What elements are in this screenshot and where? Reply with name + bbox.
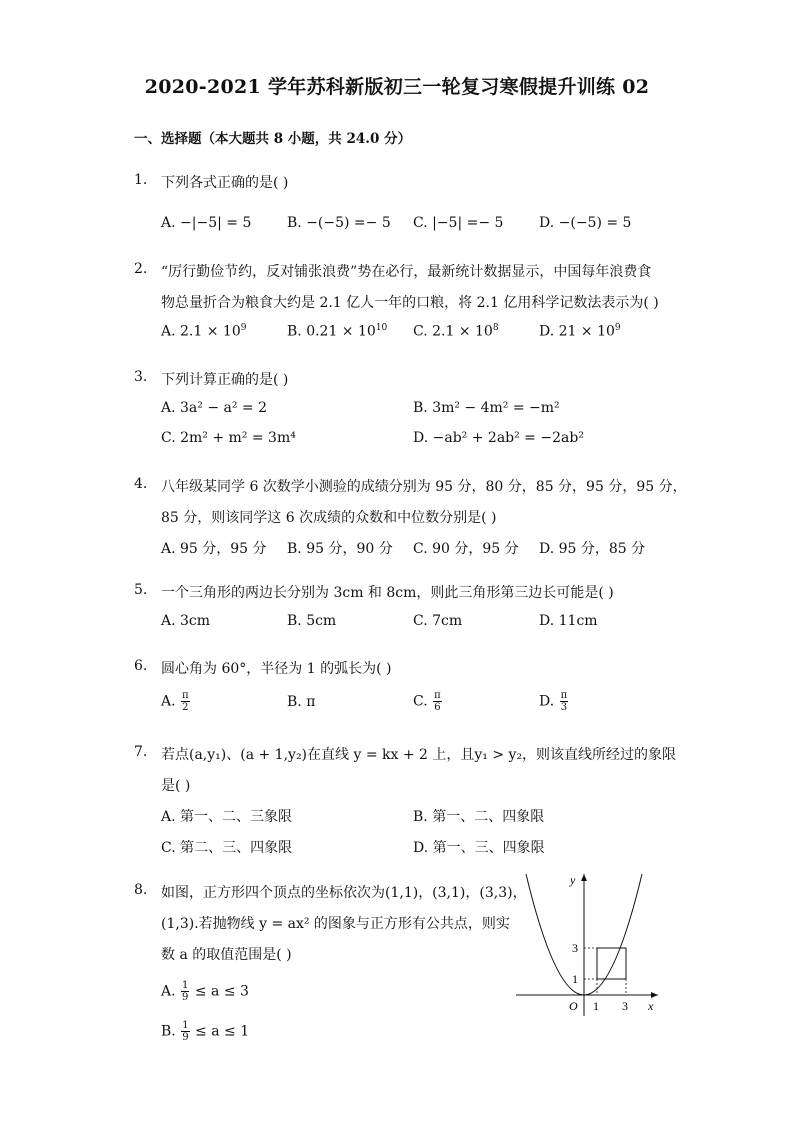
y-axis-arrow — [581, 874, 587, 881]
option-text: C. 2.1 × 10 — [413, 323, 493, 340]
question-stem: 下列计算正确的是( ) — [161, 372, 289, 388]
exponent: 9 — [240, 323, 247, 333]
numerator: π — [560, 690, 568, 701]
option-letter: A. — [161, 983, 176, 1000]
option-c: C. 7cm — [413, 613, 463, 629]
numerator: 1 — [182, 1020, 189, 1031]
numerator: π — [182, 690, 189, 701]
option-c — [413, 690, 443, 713]
exponent: 10 — [375, 323, 388, 333]
option-b: B. −(−5) =− 5 — [287, 215, 391, 231]
x-axis-label: x — [648, 999, 654, 1013]
question-stem-line: 八年级某同学 6 次数学小测验的成绩分别为 95 分，80 分，85 分，95 分，95 分， — [161, 479, 687, 495]
parabola-square-figure — [512, 868, 662, 1018]
option-d — [539, 323, 621, 340]
question-stem-line: (1,3).若抛物线 y = ax² 的图象与正方形有公共点，则实 — [161, 916, 510, 932]
question-stem: 圆心角为 60°，半径为 1 的弧长为( ) — [161, 661, 392, 677]
denominator: 9 — [182, 1032, 189, 1043]
exponent: 9 — [614, 323, 621, 333]
option-c — [413, 323, 499, 340]
question-stem-line: 若点(a,y₁)、(a + 1,y₂)在直线 y = kx + 2 上，且y₁ > y₂，则该直线所经过的象限 — [161, 747, 677, 763]
fraction — [181, 980, 189, 1003]
section-heading: 一、选择题（本大题共 8 小题，共 24.0 分） — [134, 131, 412, 147]
option-d: D. 95 分，85 分 — [539, 541, 646, 557]
question-number: 2. — [134, 261, 148, 277]
y-axis-label: y — [570, 873, 576, 887]
option-b: B. 3m² − 4m² = −m² — [413, 400, 560, 416]
option-c: C. 90 分，95 分 — [413, 541, 519, 557]
option-b: B. 5cm — [287, 613, 337, 629]
y-tick-1: 1 — [572, 972, 578, 986]
option-text: ≤ a ≤ 1 — [195, 1023, 250, 1040]
question-stem-line: 如图，正方形四个顶点的坐标依次为(1,1)，(3,1)，(3,3)， — [161, 885, 527, 901]
option-b: B. 95 分，90 分 — [287, 541, 393, 557]
fraction — [433, 690, 442, 713]
origin-label: O — [569, 999, 578, 1013]
question-stem-line: 物总量折合为粮食大约是 2.1 亿人一年的口粮，将 2.1 亿用科学记数法表示为( ) — [161, 295, 659, 311]
option-d: D. 11cm — [539, 613, 598, 629]
x-tick-3: 3 — [622, 999, 628, 1013]
option-b — [161, 1020, 249, 1043]
question-stem: 一个三角形的两边长分别为 3cm 和 8cm，则此三角形第三边长可能是( ) — [161, 585, 614, 601]
question-stem-line: 数 a 的取值范围是( ) — [161, 947, 292, 963]
option-b — [287, 323, 387, 340]
question-stem-line: 85 分，则该同学这 6 次成绩的众数和中位数分别是( ) — [161, 510, 497, 526]
denominator: 6 — [434, 702, 441, 713]
option-letter: A. — [161, 693, 176, 710]
option-d: D. 第一、三、四象限 — [413, 840, 545, 856]
option-d — [539, 690, 569, 713]
option-letter: D. — [539, 693, 555, 710]
option-a: A. 3cm — [161, 613, 211, 629]
x-axis-arrow — [651, 992, 658, 998]
numerator: π — [434, 690, 441, 701]
option-d: D. −ab² + 2ab² = −2ab² — [413, 430, 584, 446]
option-b: B. 第一、二、四象限 — [413, 809, 545, 825]
option-c: C. |−5| =− 5 — [413, 215, 504, 231]
option-c: C. 第二、三、四象限 — [161, 840, 293, 856]
fraction — [560, 690, 569, 713]
denominator: 3 — [560, 702, 568, 713]
question-number: 8. — [134, 882, 148, 898]
option-text: B. 0.21 × 10 — [287, 323, 376, 340]
question-number: 5. — [134, 582, 148, 598]
option-d: D. −(−5) = 5 — [539, 215, 632, 231]
numerator: 1 — [182, 980, 189, 991]
fraction — [181, 690, 190, 713]
option-a: A. −|−5| = 5 — [161, 215, 252, 231]
option-a: A. 第一、二、三象限 — [161, 809, 293, 825]
fraction — [181, 1020, 189, 1043]
question-number: 7. — [134, 744, 148, 760]
option-letter: B. — [161, 1023, 176, 1040]
option-a: A. 3a² − a² = 2 — [161, 400, 268, 416]
question-number: 4. — [134, 476, 148, 492]
option-b: B. π — [287, 694, 316, 710]
exponent: 8 — [492, 323, 499, 333]
question-number: 1. — [134, 172, 148, 188]
option-text: A. 2.1 × 10 — [161, 323, 241, 340]
option-text: D. 21 × 10 — [539, 323, 615, 340]
denominator: 9 — [182, 992, 189, 1003]
option-a — [161, 323, 246, 340]
y-tick-3: 3 — [572, 941, 578, 955]
option-letter: C. — [413, 693, 428, 710]
denominator: 2 — [182, 702, 189, 713]
option-a — [161, 690, 191, 713]
option-a — [161, 980, 249, 1003]
x-tick-1: 1 — [593, 999, 599, 1013]
question-stem: 下列各式正确的是( ) — [161, 175, 289, 191]
option-c: C. 2m² + m² = 3m⁴ — [161, 430, 296, 446]
question-number: 6. — [134, 658, 148, 674]
page-title: 2020-2021 学年苏科新版初三一轮复习寒假提升训练 02 — [144, 76, 650, 98]
option-a: A. 95 分，95 分 — [161, 541, 267, 557]
question-stem-line: 是( ) — [161, 778, 191, 794]
question-stem-line: “厉行勤俭节约，反对铺张浪费”势在必行，最新统计数据显示，中国每年浪费食 — [161, 264, 652, 280]
square — [597, 948, 626, 979]
question-number: 3. — [134, 369, 148, 385]
option-text: ≤ a ≤ 3 — [194, 983, 249, 1000]
